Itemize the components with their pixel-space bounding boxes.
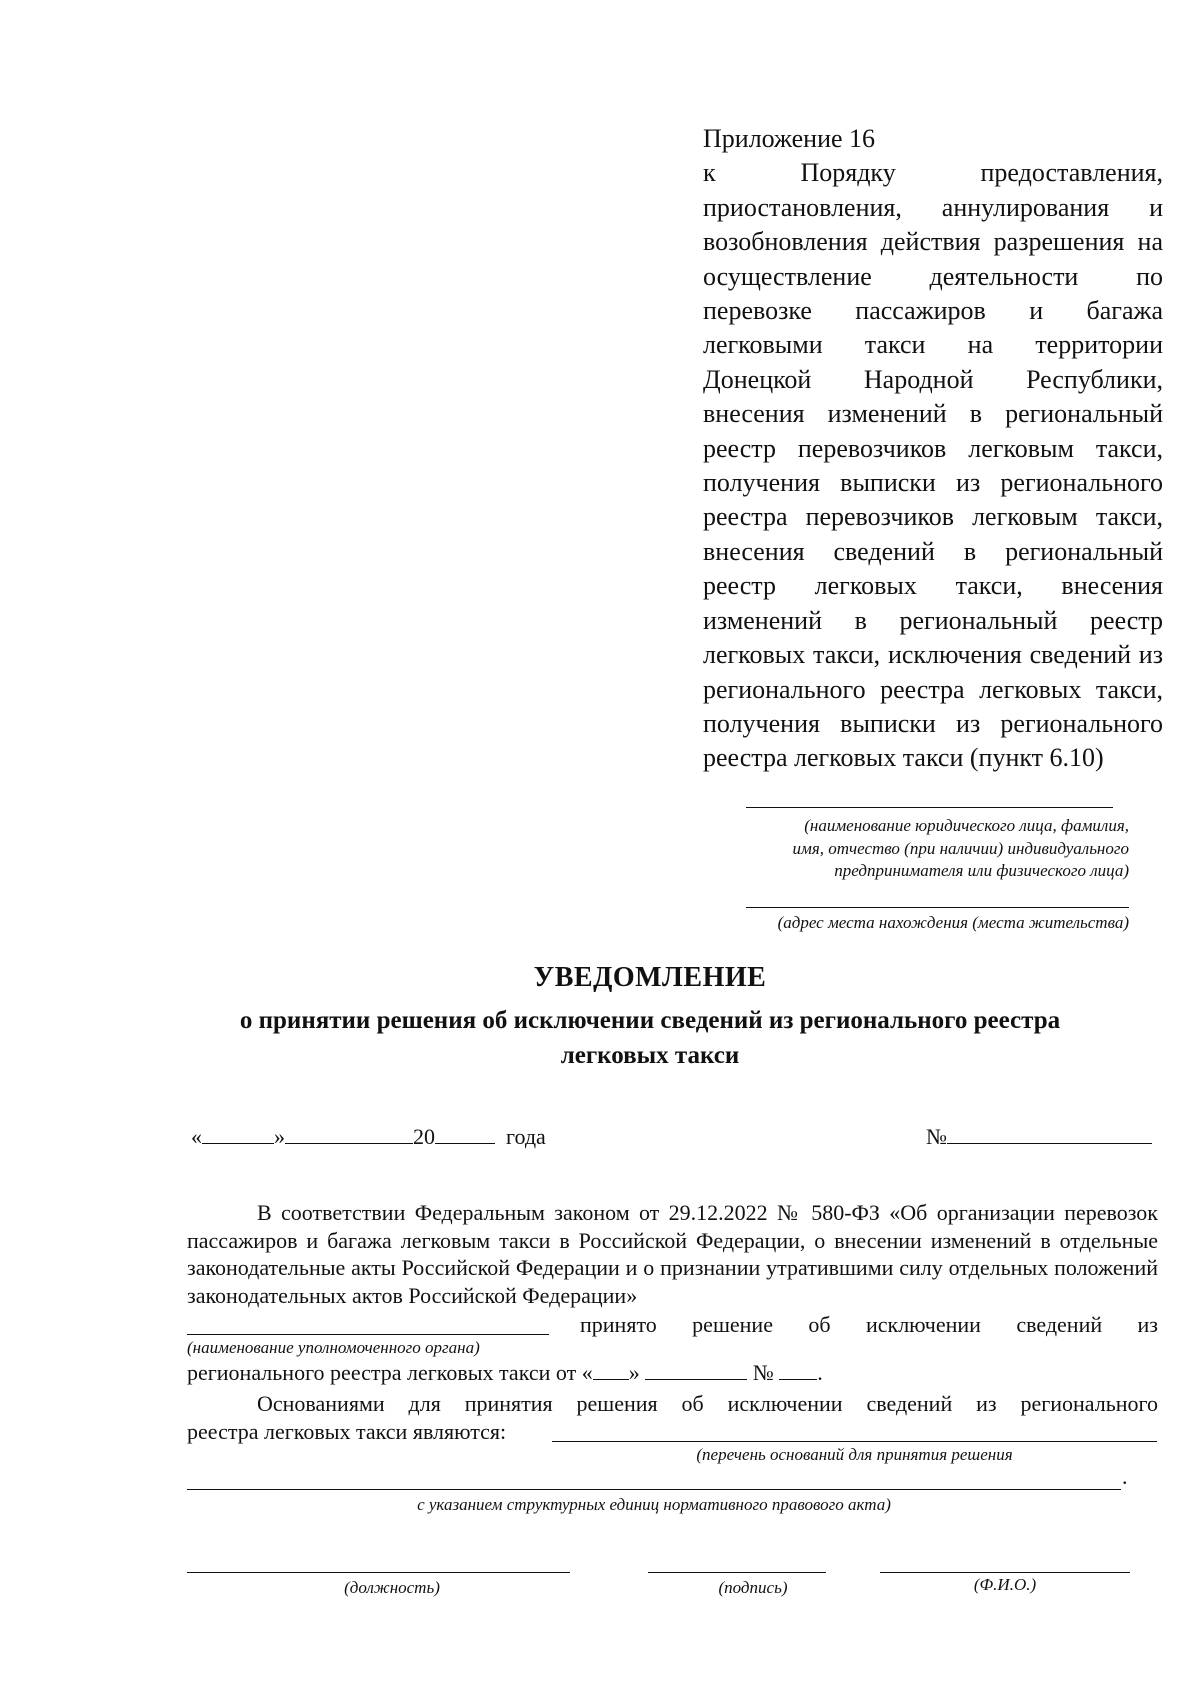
registry-day-field[interactable] xyxy=(593,1359,629,1380)
month-field[interactable] xyxy=(285,1123,413,1144)
position-line[interactable] xyxy=(187,1572,570,1573)
registry-date-field[interactable] xyxy=(645,1359,747,1380)
year-field[interactable] xyxy=(435,1123,495,1144)
date-close-quote: » xyxy=(274,1124,285,1149)
authority-caption: (наименование уполномоченного органа) xyxy=(187,1338,480,1357)
grounds-field-line2[interactable] xyxy=(187,1489,1121,1490)
appendix-number: Приложение 16 xyxy=(703,124,876,153)
registry-from-text: регионального реестра легковых такси от « xyxy=(187,1360,593,1385)
full-name-line[interactable] xyxy=(880,1572,1130,1573)
grounds-caption2: с указанием структурных единиц нормативного правового акта) xyxy=(417,1495,891,1514)
registry-close-quote: » xyxy=(628,1360,640,1385)
recipient-name-caption xyxy=(640,815,1129,883)
body-paragraph-text: В соответствии Федеральным законом от 29.12.2022 № 580-ФЗ «Об организации перевозок пассажиров и багажа легковым такси в Российской Федерации, о внесении изменений в отдельные законодательные акты Российской Федерации и о признании утратившими силу отдельных положений законодательных актов Российской Федерации» xyxy=(187,1200,1158,1308)
recipient-name-caption-line2: имя, отчество (при наличии) индивидуального xyxy=(792,838,1129,858)
registry-number-sign: № xyxy=(752,1360,774,1385)
full-name-caption: (Ф.И.О.) xyxy=(973,1575,1037,1594)
grounds-line1: Основаниями для принятия решения об исключении сведений из регионального xyxy=(257,1391,1158,1416)
registry-end: . xyxy=(817,1360,823,1385)
document-subtitle-line1: о принятии решения об исключении сведений из регионального реестра xyxy=(239,1007,1061,1034)
document-title: УВЕДОМЛЕНИЕ xyxy=(533,962,767,993)
grounds-caption: (перечень оснований для принятия решения xyxy=(696,1445,1013,1464)
appendix-block xyxy=(703,122,1163,776)
grounds-field-line1[interactable] xyxy=(552,1441,1157,1442)
grounds-end: . xyxy=(1122,1464,1128,1489)
decision-text: принято решение об исключении сведений из xyxy=(580,1312,1158,1337)
number-sign: № xyxy=(926,1124,947,1149)
body-paragraph xyxy=(187,1199,1158,1309)
day-field[interactable] xyxy=(202,1123,274,1144)
year-word: года xyxy=(506,1124,546,1149)
number-row xyxy=(926,1123,1152,1150)
recipient-name-caption-line3: предпринимателя или физического лица) xyxy=(834,861,1129,880)
position-caption: (должность) xyxy=(344,1578,440,1597)
registry-line xyxy=(187,1359,823,1386)
date-row xyxy=(191,1123,546,1150)
recipient-name-line xyxy=(746,807,1113,808)
document-subtitle-line2: легковых такси xyxy=(560,1042,740,1069)
date-open-quote: « xyxy=(191,1124,202,1149)
appendix-text: к Порядку предоставления, приостановления, аннулирования и возобновления действия разрешения на осуществление деятельности по перевозке пассажиров и багажа легковыми такси на территории Донецкой Народной Республики, внесения изменений в региональный реестр перевозчиков легковым такси, получения выписки из регионального реестра перевозчиков легковым такси, внесения сведений в региональный реестр легковых такси, внесения изменений в региональный реестр легковых такси, исключения сведений из регионального реестра легковых такси, получения выписки из регионального реестра легковых такси (пункт 6.10) xyxy=(703,158,1163,773)
document-subtitle xyxy=(150,1003,1150,1073)
signature-line[interactable] xyxy=(648,1572,826,1573)
number-field[interactable] xyxy=(947,1123,1152,1144)
year-prefix: 20 xyxy=(413,1124,435,1149)
registry-number-field[interactable] xyxy=(779,1359,817,1380)
recipient-name-caption-line1: (наименование юридического лица, фамилия, xyxy=(804,816,1129,835)
recipient-address-line xyxy=(746,907,1129,908)
grounds-line2-text: реестра легковых такси являются: xyxy=(187,1419,507,1444)
recipient-address-caption: (адрес места нахождения (места жительства) xyxy=(777,913,1129,932)
signature-caption: (подпись) xyxy=(718,1578,788,1597)
grounds-line2 xyxy=(187,1418,506,1445)
authority-line[interactable] xyxy=(187,1334,549,1335)
